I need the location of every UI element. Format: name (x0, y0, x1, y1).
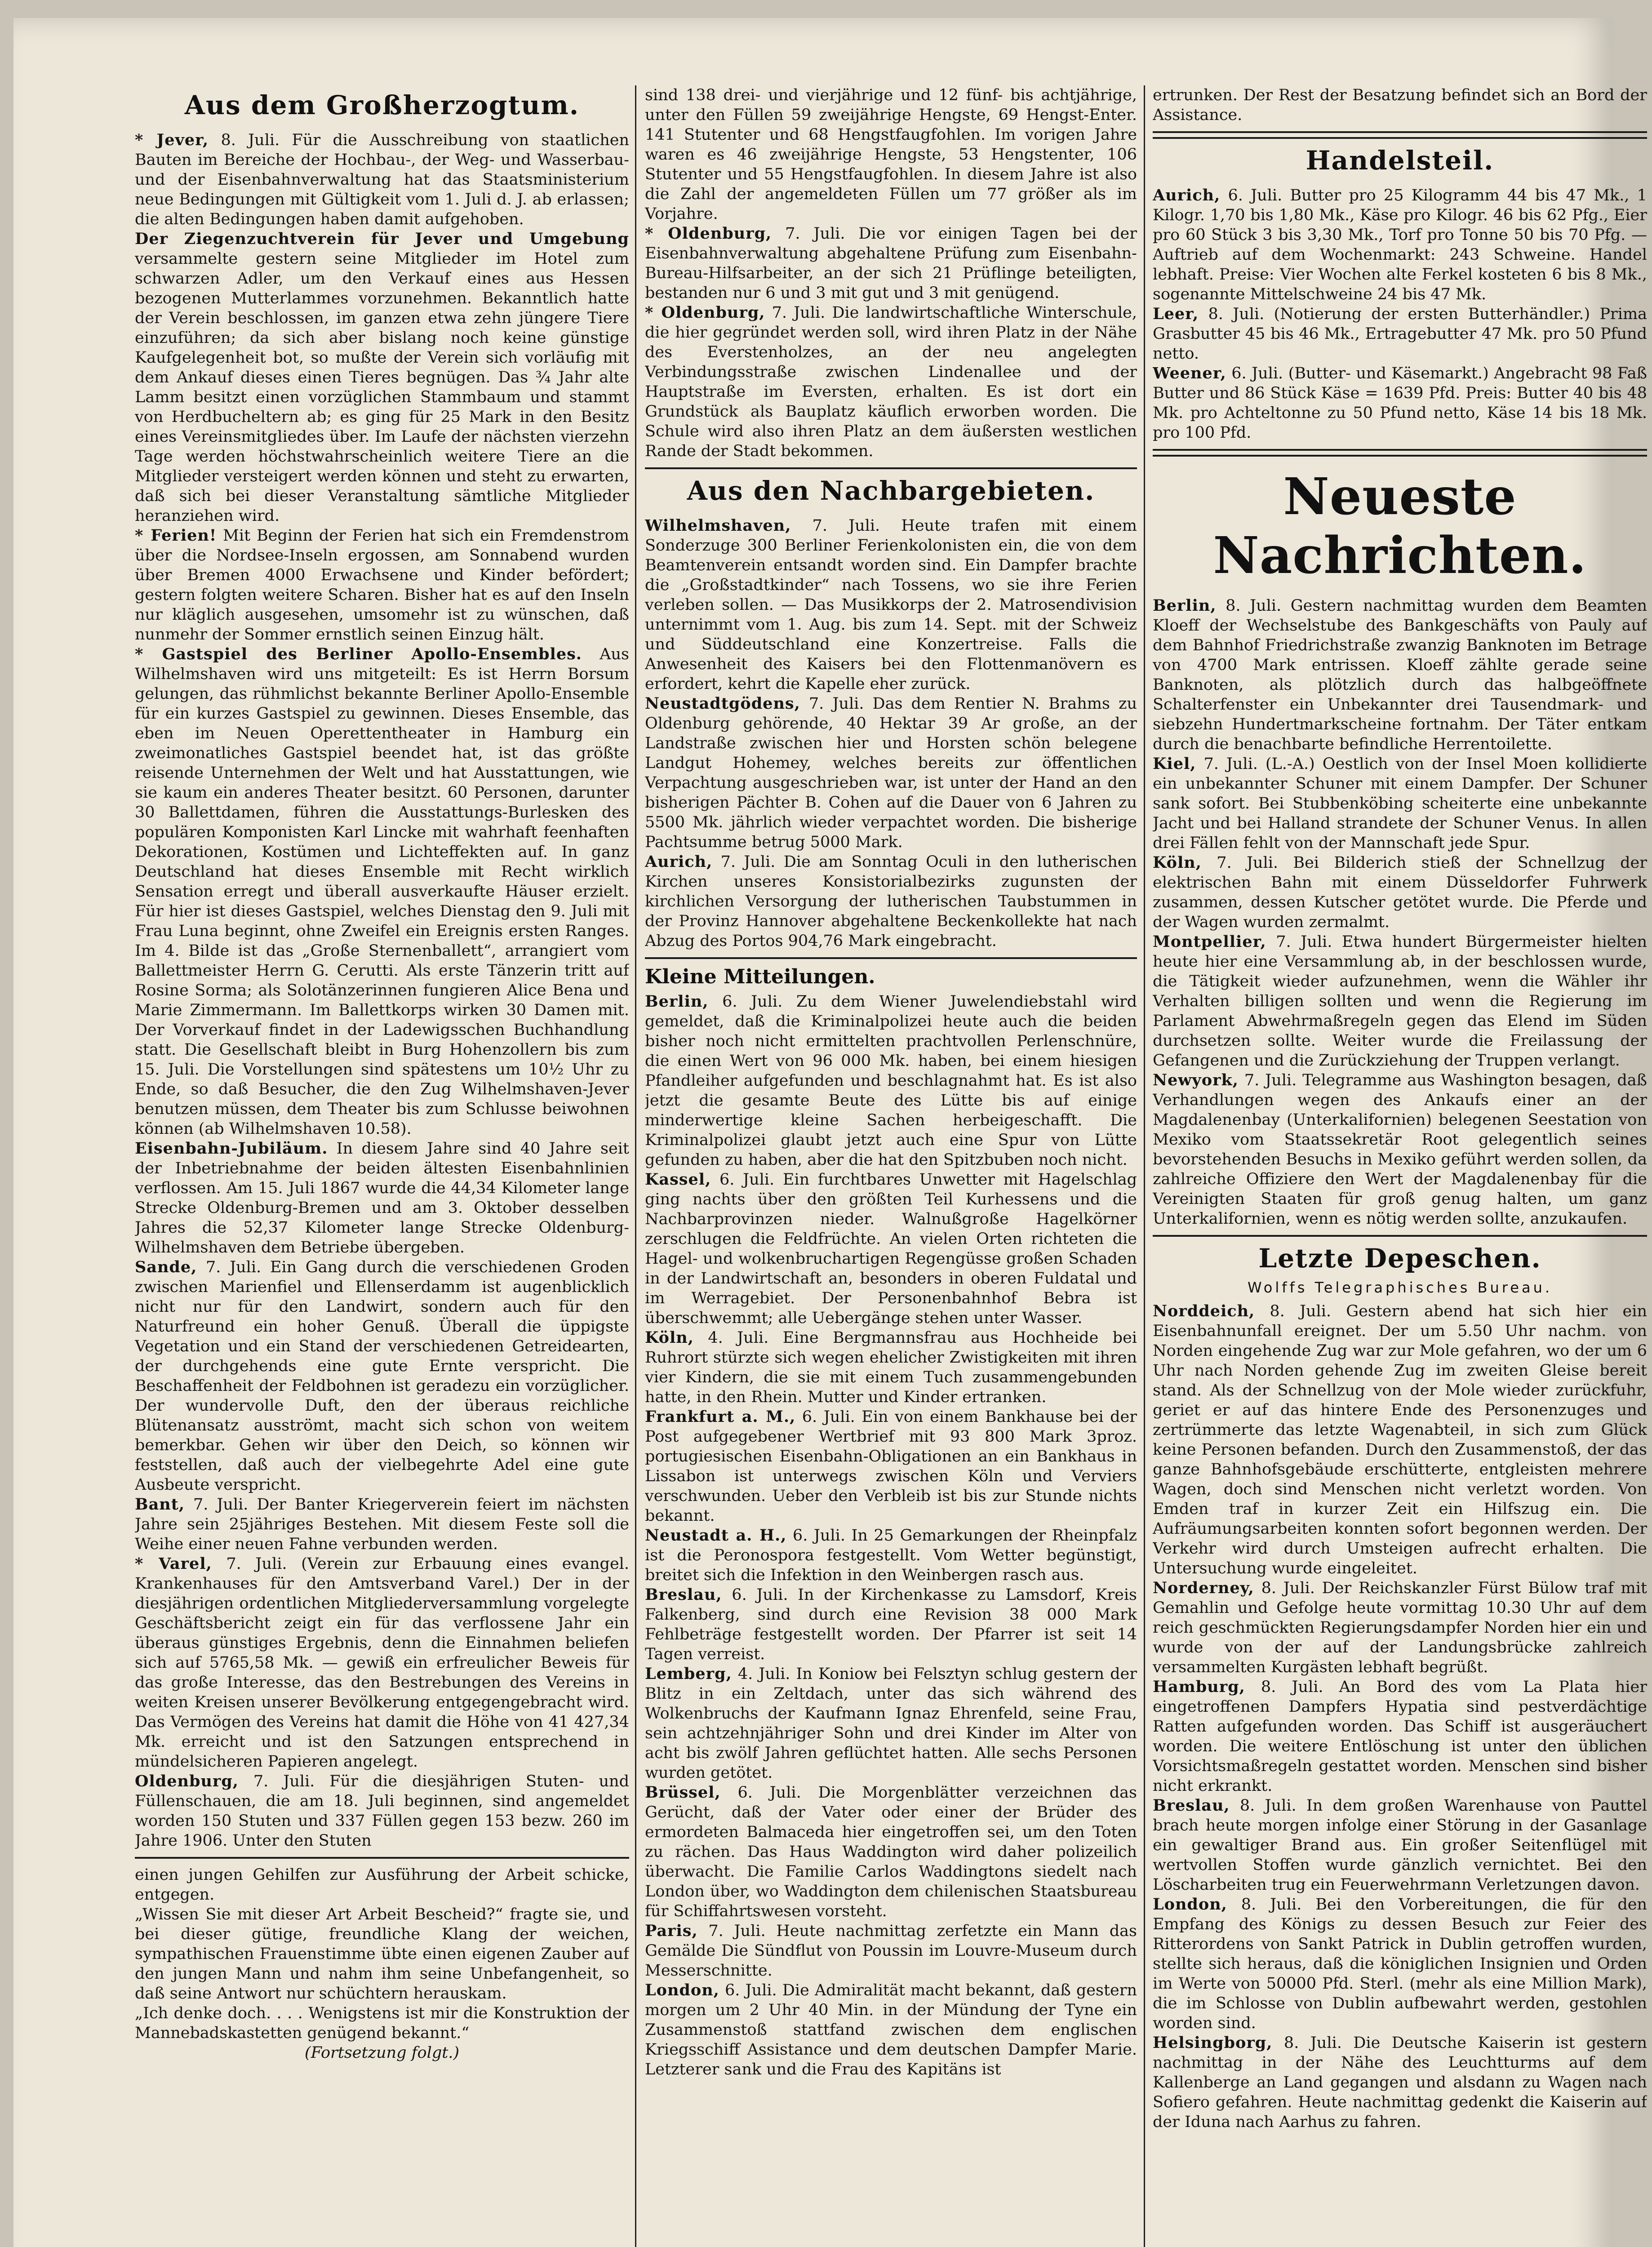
article-body: 7. Juli. Ein Gang durch die verschiedenen Groden zwischen Marienfiel und Ellenserdamm ist augenblicklich nicht nur für den Landwirt, sondern auch für den Naturfreund ein hoher Genuß. Überall die üppigste Vegetation und ein Stand der verschiedenen Getreidearten, der durchgehends eine gute Ernte verspricht. Die Beschaffenheit der Feldbohnen ist geradezu ein vorzüglicher. Der wundervolle Duft, den der überaus reichliche Blütenansatz ausströmt, macht sich schon von weitem bemerkbar. Gehen wir über den Deich, so können wir feststellen, daß auch der vielbegehrte Adel eine gute Ausbeute verspricht. (135, 1258, 629, 1494)
article-paragraph (135, 1495, 629, 1554)
newspaper-page (13, 18, 1647, 2247)
article-body: 6. Juli. (Butter- und Käsemarkt.) Angebracht 98 Faß Butter und 86 Stück Käse = 1639 Pfd. Preis: Butter 40 bis 48 Mk. pro Achteltonne zu 50 Pfund netto, Käse 14 bis 18 Mk. pro 100 Pfd. (1153, 364, 1647, 442)
article-paragraph (645, 1981, 1137, 2079)
article-dateline: Neustadt a. H., (645, 1526, 787, 1545)
article-dateline: * Oldenburg, (645, 303, 765, 322)
article-dateline: Kassel, (645, 1170, 711, 1189)
section-divider (645, 957, 1137, 959)
article-body: 8. Juli. In dem großen Warenhause von Pauttel brach heute morgen infolge einer Störung in der Gasanlage ein gewaltiger Brand aus. Ein großer Seitenflügel mit wertvollen Stoffen wurde gänzlich vernichtet. Bei den Löscharbeiten trug ein Feuerwehrmann Verletzungen davon. (1153, 1797, 1647, 1894)
section-heading: Kleine Mitteilungen. (645, 965, 875, 988)
article-dateline: Breslau, (645, 1585, 722, 1604)
section-heading: Aus dem Großherzogtum. (184, 90, 580, 120)
section-heading: Neueste Nachrichten. (1213, 467, 1587, 585)
article-dateline: Neustadtgödens, (645, 694, 800, 713)
article-body: 6. Juli. In 25 Gemarkungen der Rheinpfalz ist die Peronospora festgestellt. Vom Wetter begünstigt, breitet sich die Infektion in den Weinbergen rasch aus. (645, 1527, 1137, 1584)
article-body: 7. Juli. (L.-A.) Oestlich von der Insel Moen kollidierte ein unbekannter Schuner mit einem Dampfer. Der Schuner sank sofort. Bei Stubbenköbing scheiterte eine unbekannte Jacht und bei Halland strandete der Schuner Venus. In allen drei Fällen fehlt von der Mannschaft jede Spur. (1153, 755, 1647, 852)
article-body: 7. Juli. Die vor einigen Tagen bei der Eisenbahnverwaltung abgehaltene Prüfung zum Eisenbahn-Bureau-Hilfsarbeiter, an der sich 21 Prüflinge beteiligten, bestanden nur 6 und 3 mit gut und 3 mit genügend. (645, 225, 1137, 302)
article-paragraph (135, 1772, 629, 1851)
article-paragraph (1153, 1070, 1647, 1229)
article-continuation: sind 138 drei- und vierjährige und 12 fünf- bis achtjährige, unter den Füllen 59 zweijährige Hengste, 69 Hengst-Enter. 141 Stutenter und 68 Hengstfaugfohlen. Im vorigen Jahre waren es 46 zweijährige Hengste, 53 Hengstenter, 106 Stutenter und 55 Hengstfaugfohlen. In diesem Jahre ist also die Zahl der angemeldeten Füllen um 77 größer als im Vorjahre. (645, 86, 1137, 223)
article-paragraph (645, 852, 1137, 951)
article-list (1153, 186, 1647, 443)
article-body: 8. Juli. Der Reichskanzler Fürst Bülow traf mit Gemahlin und Gefolge heute vormittag 10.30 Uhr auf dem reich geschmückten Regierungsdampfer Norden hier ein und wurde von der auf der Landungsbrücke zahlreich versammelten Kurgästen lebhaft begrüßt. (1153, 1579, 1647, 1676)
article-dateline: Breslau, (1153, 1796, 1230, 1815)
article-dateline: London, (1153, 1895, 1227, 1914)
article-paragraph (645, 1170, 1137, 1328)
article-paragraph (135, 644, 629, 1139)
article-dateline: Sande, (135, 1258, 197, 1276)
section-subheading: Wolffs Telegraphisches Bureau. (1247, 1279, 1553, 1296)
article-dateline: Wilhelmshaven, (645, 516, 791, 535)
column-3 (1153, 85, 1647, 2247)
article-paragraph (1153, 1796, 1647, 1895)
article-paragraph (645, 1585, 1137, 1664)
article-dateline: * Oldenburg, (645, 224, 772, 243)
article-body: 6. Juli. In der Kirchenkasse zu Lamsdorf, Kreis Falkenberg, sind durch eine Revision 38 000 Mark Fehlbeträge festgestellt worden. Der Pfarrer ist seit 14 Tagen verreist. (645, 1586, 1137, 1663)
section-divider (1153, 1235, 1647, 1237)
article-paragraph (1153, 853, 1647, 932)
article-body: 7. Juli. Bei Bilderich stieß der Schnellzug der elektrischen Bahn mit einem Düsseldorfer Fuhrwerk zusammen, dessen Kutscher getötet wurde. Die Pferde und der Wagen wurden zermalmt. (1153, 854, 1647, 931)
article-dateline: Berlin, (1153, 596, 1217, 615)
article-dateline: Hamburg, (1153, 1678, 1245, 1696)
article-body: 8. Juli. (Notierung der ersten Butterhändler.) Prima Grasbutter 45 bis 46 Mk., Ertragebutter 47 Mk. pro 50 Pfund netto. (1153, 305, 1647, 363)
section-divider (1153, 449, 1647, 457)
article-body: Aus Wilhelmshaven wird uns mitgeteilt: Es ist Herrn Borsum gelungen, das rühmlichst bekannte Berliner Apollo-Ensemble für ein kurzes Gastspiel zu gewinnen. Dieses Ensemble, das eben im Neuen Operettentheater in Hamburg ein zweimonatliches Gastspiel beendet hat, ist das größte reisende Unternehmen der Welt und hat Ausstattungen, wie sie kaum ein anderes Theater besitzt. 60 Personen, darunter 30 Ballettdamen, führen die Ausstattungs-Burlesken des populären Komponisten Karl Lincke mit wahrhaft feenhaften Dekorationen, Kostümen und Lichteffekten auf. In ganz Deutschland hat dieses Ensemble mit Recht wirklich Sensation erregt und überall ausverkaufte Häuser erzielt. Für hier ist dieses Gastspiel, welches Dienstag den 9. Juli mit Frau Luna beginnt, ohne Zweifel ein Ereignis ersten Ranges. Im 4. Bilde ist das „Große Sternenballett“, arrangiert vom Ballettmeister Herrn G. Cerutti. Als erste Tänzerin tritt auf Rosine Sorma; als Solotänzerinnen fungieren Alice Bena und Marie Zimmermann. Im Ballettkorps wirken 30 Damen mit. Der Vorverkauf findet in der Ladewigsschen Buchhandlung statt. Die Gesellschaft bleibt in Burg Hohenzollern bis zum 15. Juli. Die Vorstellungen sind spätestens um 10½ Uhr zu Ende, so daß Besucher, die den Zug Wilhelmshaven-Jever benutzen müssen, dem Theater bis zum Schlusse beiwohnen können (ab Wilhelmshaven 10.58). (135, 645, 629, 1138)
article-body: 7. Juli. Das dem Rentier N. Brahms zu Oldenburg gehörende, 40 Hektar 39 Ar große, an der Landstraße zwischen hier und Horsten schön belegene Landgut Hohemey, welches bereits zur öffentlichen Verpachtung ausgeschrieben war, ist unter der Hand an den bisherigen Pächter B. Cohen auf die Dauer von 6 Jahren zu 5500 Mk. jährlich wieder verpachtet worden. Die bisherige Pachtsumme betrug 5000 Mark. (645, 695, 1137, 851)
section-heading: Aus den Nachbargebieten. (687, 475, 1095, 506)
article-dateline: * Jever, (135, 131, 209, 149)
article-body: 7. Juli. (Verein zur Erbauung eines evangel. Krankenhauses für den Amtsverband Varel.) Der in der diesjährigen ordentlichen Mitgliederversammlung vorgelegte Geschäftsbericht zeigt ein für das verflossene Jahr ein überaus günstiges Ergebnis, denn die Einnahmen beliefen sich auf 5765,58 Mk. — gewiß ein erfreulicher Beweis für das große Interesse, das den Bestrebungen des Vereins in weiten Kreisen unserer Bevölkerung entgegengebracht wird. Das Vermögen des Vereins hat damit die Höhe von 41 427,34 Mk. erreicht und ist den Satzungen entsprechend in mündelsicheren Papieren angelegt. (135, 1555, 629, 1771)
article-body: 7. Juli. Die am Sonntag Oculi in den lutherischen Kirchen unseres Konsistorialbezirks zugunsten der kirchlichen Versorgung der lutherischen Taubstummen in der Provinz Hannover abgehaltene Beckenkollekte hat nach Abzug des Portos 904,76 Mark eingebracht. (645, 853, 1137, 950)
article-body: 6. Juli. Butter pro 25 Kilogramm 44 bis 47 Mk., 1 Kilogr. 1,70 bis 1,80 Mk., Käse pro Kilogr. 46 bis 62 Pfg., Eier pro 60 Stück 3 bis 3,30 Mk., Torf pro Tonne 50 bis 70 Pfg. — Auftrieb auf dem Wochenmarkt: 243 Schweine. Handel lebhaft. Preise: Vier Wochen alte Ferkel kosteten 6 bis 8 Mk., sogenannte Mittelschweine 24 bis 47 Mk. (1153, 187, 1647, 303)
article-list (1153, 596, 1647, 1229)
feuilleton (135, 1865, 629, 2063)
article-dateline: Bant, (135, 1495, 185, 1514)
continuation-note: (Fortsetzung folgt.) (304, 2044, 460, 2062)
feuilleton-paragraph: „Ich denke doch. . . . Wenigstens ist mir die Konstruktion der Mannebadskastetten genügend bekannt.“ (135, 2004, 629, 2042)
article-paragraph (645, 303, 1137, 461)
article-dateline: Aurich, (1153, 186, 1221, 204)
article-paragraph (1153, 2033, 1647, 2132)
article-body: In diesem Jahre sind 40 Jahre seit der Inbetriebnahme der beiden ältesten Eisenbahnlinien verflossen. Am 15. Juli 1867 wurde die 44,34 Kilometer lange Strecke Oldenburg-Bremen und am 3. Oktober desselben Jahres die 52,37 Kilometer lange Strecke Oldenburg-Wilhelmshaven dem Betriebe übergeben. (135, 1140, 629, 1257)
column-rule (1144, 85, 1145, 2247)
article-paragraph (645, 992, 1137, 1170)
section-divider (135, 1857, 629, 1859)
article-continuation: ertrunken. Der Rest der Besatzung befindet sich an Bord der Assistance. (1153, 86, 1647, 124)
article-body: 7. Juli. Heute nachmittag zerfetzte ein Mann das Gemälde Die Sündflut von Poussin im Louvre-Museum durch Messerschnitte. (645, 1922, 1137, 1980)
article-body: 7. Juli. Der Banter Kriegerverein feiert im nächsten Jahre sein 25jähriges Bestehen. Mit diesem Feste soll die Weihe einer neuen Fahne verbunden werden. (135, 1496, 629, 1553)
article-list (645, 516, 1137, 951)
article-dateline: * Varel, (135, 1554, 212, 1573)
article-body: 8. Juli. Für die Ausschreibung von staatlichen Bauten im Bereiche der Hochbau-, der Weg- und Wasserbau- und der Eisenbahnverwaltung hat das Staatsministerium neue Bedingungen mit Gültigkeit vom 1. Juli d. J. ab erlassen; die alten Bedingungen haben damit aufgehoben. (135, 131, 629, 228)
article-paragraph (645, 1526, 1137, 1585)
feuilleton-paragraph: „Wissen Sie mit dieser Art Arbeit Bescheid?“ fragte sie, und bei dieser gütige, freundliche Klang der weichen, sympathischen Frauenstimme übte einen eigenen Zauber auf den jungen Mann und nahm ihm seine Unbefangenheit, so daß seine Antwort nur schüchtern herauskam. (135, 1905, 629, 2003)
article-paragraph (1153, 1895, 1647, 2033)
article-body: 6. Juli. Ein furchtbares Unwetter mit Hagelschlag ging nachts über den größten Teil Kurhessens und die Nachbarprovinzen nieder. Walnußgroße Hagelkörner zerschlugen die Feldfrüchte. An vielen Orten richteten die Hagel- und wolkenbruchartigen Regengüsse großen Schaden in der Landwirtschaft an, besonders in oberen Fuldatal und im Werragebiet. Der Personenbahnhof Bebra ist überschwemmt; alle Uebergänge stehen unter Wasser. (645, 1171, 1137, 1327)
article-paragraph (645, 1328, 1137, 1407)
article-body: Mit Beginn der Ferien hat sich ein Fremdenstrom über die Nordsee-Inseln ergossen, am Sonnabend wurden über Bremen 4000 Erwachsene und Kinder befördert; gestern folgten weitere Scharen. Bisher hat es auf den Inseln nur kläglich ausgesehen, umsomehr ist zu wünschen, daß nunmehr der Sommer ernstlich seinen Einzug hält. (135, 527, 629, 644)
article-paragraph (645, 516, 1137, 694)
article-dateline: * Gastspiel des Berliner Apollo-Ensembles. (135, 645, 582, 663)
article-body: 6. Juli. Die Morgenblätter verzeichnen das Gerücht, daß der Vater oder einer der Brüder des ermordeten Balmaceda hier eingetroffen sei, um den Toten zu rächen. Das Haus Waddington wird daher polizeilich überwacht. Die Familie Carlos Waddingtons siedelt nach London über, wo Waddington dem chilenischen Staatsbureau für Schiffahrtswesen vorsteht. (645, 1784, 1137, 1920)
section-heading: Letzte Depeschen. (1258, 1243, 1541, 1274)
article-paragraph (1153, 1677, 1647, 1796)
column-rule (635, 85, 636, 2247)
article-dateline: Leer, (1153, 305, 1199, 323)
article-body: versammelte gestern seine Mitglieder im Hotel zum schwarzen Adler, um den Verkauf eines aus Hessen bezogenen Mutterlammes vorzunehmen. Bekanntlich hatte der Verein beschlossen, im ganzen etwa zehn jüngere Tiere einzuführen; da sich aber bislang noch keine günstige Kaufgelegenheit bot, so mußte der Verein sich vorläufig mit dem Ankauf dieses einen Tieres begnügen. Das ¾ Jahr alte Lamm besitzt einen vorzüglichen Stammbaum und stammt von Herdbucheltern ab; es ging für 25 Mark in den Besitz eines Vereinsmitgliedes über. Im Laufe der nächsten vierzehn Tage werden höchstwahrscheinlich weitere Tiere an die Mitglieder versteigert werden können und steht zu erwarten, daß sich bei dieser Veranstaltung sämtliche Mitglieder heranziehen wird. (135, 250, 629, 525)
article-dateline: Köln, (1153, 853, 1202, 872)
article-paragraph (135, 130, 629, 229)
article-body: 7. Juli. Für die diesjährigen Stuten- und Füllenschauen, die am 18. Juli beginnen, sind angemeldet worden 150 Stuten und 337 Füllen gegen 153 bezw. 260 im Jahre 1906. Unter den Stuten (135, 1772, 629, 1850)
article-dateline: Kiel, (1153, 755, 1196, 773)
feuilleton-paragraph: einen jungen Gehilfen zur Ausführung der Arbeit schicke, entgegen. (135, 1866, 629, 1904)
article-body: 6. Juli. Zu dem Wiener Juwelendiebstahl wird gemeldet, daß die Kriminalpolizei heute auch die beiden bisher noch nicht ermittelten prachtvollen Perlenschnüre, die einen Wert von 96 000 Mk. haben, bei einem hiesigen Pfandleiher aufgefunden und beschlagnahmt hat. Es ist also jetzt die gesamte Beute des Lütte bis auf einige minderwertige kleine Sachen herbeigeschafft. Die Kriminalpolizei glaubt jetzt auch eine Spur von Lütte gefunden zu haben, aber die hat den Spitzbuben noch nicht. (645, 993, 1137, 1169)
article-paragraph (135, 1139, 629, 1257)
article-body: 8. Juli. Die Deutsche Kaiserin ist gestern nachmittag in der Nähe des Leuchtturms auf dem Kallenberge an Land gegangen und alsdann zu Wagen nach Sofiero gefahren. Heute nachmittag gedenkt die Kaiserin auf der Iduna nach Aarhus zu fahren. (1153, 2034, 1647, 2131)
article-dateline: Der Ziegenzuchtverein für Jever und Umgebung (135, 230, 629, 248)
article-dateline: * Ferien! (135, 526, 217, 545)
article-dateline: Oldenburg, (135, 1772, 239, 1790)
section-heading: Handelsteil. (1306, 145, 1494, 176)
article-body: 8. Juli. Gestern nachmittag wurden dem Beamten Kloeff der Wechselstube des Bankgeschäfts von Pauly auf dem Bahnhof Friedrichstraße zwanzig Banknoten im Betrage von 4700 Mark entrissen. Kloeff zählte gerade seine Banknoten, als plötzlich durch das halbgeöffnete Schalterfenster ein Unbekannter drei Tausendmark- und siebzehn Hundertmarkscheine fortnahm. Der Täter entkam durch die benachbarte befindliche Herrentoilette. (1153, 597, 1647, 753)
article-list (645, 224, 1137, 461)
article-dateline: Berlin, (645, 992, 709, 1011)
article-dateline: Norderney, (1153, 1579, 1254, 1597)
article-body: 7. Juli. Die landwirtschaftliche Winterschule, die hier gegründet werden soll, wird ihren Platz in der Nähe des Everstenholzes, an der neu angelegten Verbindungsstraße zwischen Lindenallee und der Hauptstraße im Eversten, erhalten. Es ist dort ein Grundstück als Bauplatz käuflich erworben worden. Die Schule wird also ihren Platz an dem äußersten westlichen Rande der Stadt bekommen. (645, 304, 1137, 460)
article-paragraph (135, 1554, 629, 1772)
article-dateline: Paris, (645, 1922, 698, 1940)
article-body: 8. Juli. Bei den Vorbereitungen, die für den Empfang des Königs zu dessen Besuch zur Feier des Ritterordens von Sankt Patrick in Dublin getroffen wurden, stellte sich heraus, daß die königlichen Insignien und Orden im Werte von 50000 Pfd. Sterl. (mehr als eine Million Mark), die im Schlosse von Dublin aufbewahrt werden, gestohlen worden sind. (1153, 1896, 1647, 2032)
article-body: 7. Juli. Etwa hundert Bürgermeister hielten heute hier eine Versammlung ab, in der beschlossen wurde, die Tätigkeit wieder aufzunehmen, wenn die Wähler ihr Verhalten billigen sollten und wenn die Regierung im Parlament Abwehrmaßregeln gegen das Elend im Süden durchsetzen sollte. Weiter wurde die Freilassung der Gefangenen und die Zurückziehung der Truppen verlangt. (1153, 933, 1647, 1070)
article-body: 6. Juli. Die Admiralität macht bekannt, daß gestern morgen um 2 Uhr 40 Min. in der Mündung der Tyne ein Zusammenstoß stattfand zwischen dem englischen Kriegsschiff Assistance und dem deutschen Dampfer Marie. Letzterer sank und die Frau des Kapitäns ist (645, 1981, 1137, 2078)
article-paragraph (1153, 186, 1647, 304)
article-paragraph (1153, 1301, 1647, 1578)
article-dateline: Eisenbahn-Jubiläum. (135, 1139, 328, 1158)
article-paragraph (645, 1664, 1137, 1783)
article-dateline: Köln, (645, 1328, 694, 1347)
article-body: 8. Juli. Gestern abend hat sich hier ein Eisenbahnunfall ereignet. Der um 5.50 Uhr nachm. von Norden eingehende Zug war zur Mole gefahren, wo der um 6 Uhr nach Norden gehende Zug im zweiten Gleise bereit stand. Als der Schnellzug von der Mole wieder zurückfuhr, geriet er auf das hintere Ende des Personenzuges und zertrümmerte das letzte Wagenabteil, in sich zum Glück keine Personen befanden. Durch den Zusammenstoß, der das ganze Bahnhofsgebäude erschütterte, entgleisten mehrere Wagen, doch sind Menschen nicht verletzt worden. Von Emden traf in kurzer Zeit ein Hilfszug ein. Die Aufräumungsarbeiten konnten sofort begonnen werden. Der Verkehr wird durch Umsteigen aufrecht erhalten. Die Untersuchung wurde eingeleitet. (1153, 1302, 1647, 1577)
article-list (135, 130, 629, 1851)
article-body: 8. Juli. An Bord des vom La Plata hier eingetroffenen Dampfers Hypatia sind pestverdächtige Ratten aufgefunden worden. Das Schiff ist ausgeräuchert worden. Die weitere Entlöschung ist unter den üblichen Vorsichtsmaßregeln gestattet worden. Menschen sind bisher nicht erkrankt. (1153, 1678, 1647, 1795)
article-body: 7. Juli. Heute trafen mit einem Sonderzuge 300 Berliner Ferienkolonisten ein, die von dem Beamtenverein entsandt worden sind. Ein Dampfer brachte die „Großstadtkinder“ nach Tossens, wo sie ihre Ferien verleben sollen. — Das Musikkorps der 2. Matrosendivision unternimmt vom 1. Aug. bis zum 14. Sept. mit der Schweiz und Süddeutschland eine Konzertreise. Falls die Anwesenheit des Kaisers bei den Flottenmanövern es erfordert, kehrt die Kapelle eher zurück. (645, 517, 1137, 693)
article-paragraph (645, 1407, 1137, 1526)
article-paragraph (1153, 1578, 1647, 1677)
column-2 (645, 85, 1137, 2247)
article-body: 6. Juli. Ein von einem Bankhause bei der Post aufgegebener Wertbrief mit 93 800 Mark 3proz. portugiesischen Eisenbahn-Obligationen an ein Bankhaus in Lissabon ist unterwegs zwischen Köln und Verviers verschwunden. Ueber den Verbleib ist bis zur Stunde nichts bekannt. (645, 1408, 1137, 1525)
article-paragraph (645, 694, 1137, 852)
article-paragraph (1153, 754, 1647, 853)
article-dateline: Frankfurt a. M., (645, 1408, 796, 1426)
article-dateline: Helsingborg, (1153, 2034, 1273, 2052)
column-1 (135, 85, 629, 2247)
article-dateline: Newyork, (1153, 1071, 1239, 1089)
section-divider (1153, 131, 1647, 139)
section-divider (645, 467, 1137, 469)
article-body: 4. Juli. In Koniow bei Felsztyn schlug gestern der Blitz in ein Zeltdach, unter das sich während des Wolkenbruchs der Kaufmann Ignaz Ehrenfeld, seine Frau, sein achtzehnjähriger Sohn und drei Kinder im Alter von acht bis zwölf Jahren geflüchtet hatten. Alle sechs Personen wurden getötet. (645, 1665, 1137, 1782)
article-list (1153, 1301, 1647, 2132)
article-body: 7. Juli. Telegramme aus Washington besagen, daß Verhandlungen wegen des Ankaufs einer an der Magdalenenbay (Unterkalifornien) belegenen Seestation von Mexiko vom Staatssekretär Root gelegentlich seines bevorstehenden Besuchs in Mexiko geführt werden sollen, da zahlreiche Offiziere den Wert der Magdalenenbay für die Vereinigten Staaten für groß genug halten, um ganz Unterkalifornien, wenn es nötig werden sollte, anzukaufen. (1153, 1071, 1647, 1228)
article-dateline: Montpellier, (1153, 933, 1266, 951)
article-paragraph (1153, 932, 1647, 1070)
article-paragraph (1153, 596, 1647, 754)
article-paragraph (1153, 304, 1647, 364)
article-body: 4. Juli. Eine Bergmannsfrau aus Hochheide bei Ruhrort stürzte sich wegen ehelicher Zwistigkeiten mit ihren vier Kindern, die sie mit einem Tuch zusammengebunden hatte, in den Rhein. Mutter und Kinder ertranken. (645, 1329, 1137, 1406)
article-paragraph (135, 526, 629, 644)
article-dateline: Brüssel, (645, 1783, 721, 1802)
article-paragraph (645, 224, 1137, 303)
article-dateline: Lemberg, (645, 1665, 732, 1683)
article-paragraph (1153, 364, 1647, 443)
article-list (645, 992, 1137, 2079)
article-paragraph (135, 229, 629, 526)
article-dateline: Aurich, (645, 853, 713, 871)
article-paragraph (645, 1921, 1137, 1981)
article-dateline: Norddeich, (1153, 1302, 1255, 1320)
article-dateline: London, (645, 1981, 719, 1999)
article-paragraph (645, 1783, 1137, 1921)
article-paragraph (135, 1257, 629, 1495)
article-dateline: Weener, (1153, 364, 1226, 382)
